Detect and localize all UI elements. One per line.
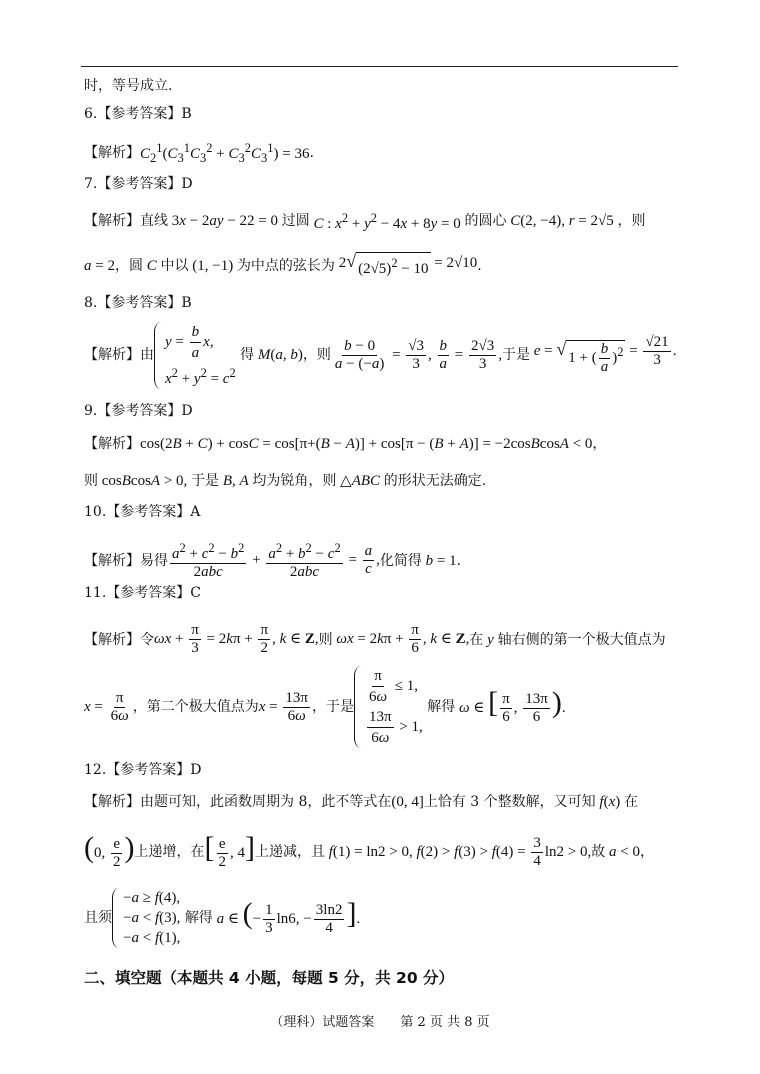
solution-6: 【解析】 $C_2^1(C_3^1C_3^2 + C_3^2C_3^1) = 36$ . xyxy=(84,141,314,165)
solution-8: 【解析】由 y = $\frac{b}{a}$ x, $x^2 + y^2 = c^2$ 得 M(a, b) ，则 $\frac{b - 0}{a - (-a)}$ = $\frac{√3}{3}$ , $\frac{b}{a}$ = $\frac{2√3}{3}$ , 于是 e = √ 1 + ( $\frac{b}{a}$ )$^2$ = $\frac{√21}{3}$ . xyxy=(84,323,677,387)
solution-11-line2: x = $\frac{\pi}{6\omega}$ ，第二个极大值点为 x = $\frac{13\pi}{6\omega}$ ，于是 $\frac{\pi}{6\omega}$ ≤ 1, $\frac{13\pi}{6\omega}$ > 1, 解得 ω ∈ [ $\frac{\pi}{6}$ , $\frac{13\pi}{6}$ ). xyxy=(84,668,566,746)
answer-12: 12.【参考答案】D xyxy=(84,762,202,778)
answer-6: 6.【参考答案】B xyxy=(84,106,192,122)
answer-8: 8.【参考答案】B xyxy=(84,295,192,311)
answer-7: 7.【参考答案】D xyxy=(84,176,193,192)
solution-12-line3: 且须 −a ≥ f(4), −a < f(3), −a < f(1), 解得 a ∈ (− $\frac{1}{3}$ ln6, − $\frac{3\ln 2}{4}$ ]. xyxy=(84,890,361,946)
page-footer: （理科）试题答案 第 2 页 共 8 页 xyxy=(270,1015,490,1030)
solution-7: 【解析】直线 3x − 2ay − 22 = 0 过圆 C : $x^2 + y^2 - 4x + 8y = 0$ 的圆心 C(2, −4), r = 2√5 ，则 xyxy=(84,211,646,232)
solution-11: 【解析】令 ωx + $\frac{\pi}{3}$ = 2kπ + $\frac{\pi}{2}$ , k ∈ Z, 则 ωx = 2kπ + $\frac{\pi}{6}$ , k ∈ Z, 在 y 轴右侧的第一个极大值点为 xyxy=(84,622,666,656)
solution-7-line2: a = 2 ，圆 C 中以 (1, −1) 为中点的弦长为 2 √ $(2√5)^2 - 10$ = 2√10 . xyxy=(84,251,482,277)
solution-9-line2: 则 cosBcosA > 0, 于是 B, A 均为锐角，则 △ABC 的形状无法确定. xyxy=(84,473,487,489)
solution-12: 【解析】由题可知，此函数周期为 8，此不等式在 (0, 4] 上恰有 3 个整数解，又可知 f(x) 在 xyxy=(84,794,639,810)
answer-11: 11.【参考答案】C xyxy=(84,585,201,601)
solution-9: 【解析】 cos(2B + C) + cosC = cos[π+(B − A)] + cos[π − (B + A)] = −2cosBcosA < 0 ， xyxy=(84,436,607,452)
continuation-text: 时，等号成立. xyxy=(84,78,173,94)
solution-12-line2: (0, $\frac{e}{2}$ ) 上递增，在 [ $\frac{e}{2}$ , 4] 上递减，且 f(1) = ln2 > 0, f(2) > f(3) > f(4) = $\frac{3}{4}$ ln2 > 0, 故 a < 0 ， xyxy=(84,830,654,871)
solution-10: 【解析】易得 $\frac{a^2 + c^2 - b^2}{\text{2abc}}$ + $\frac{a^2 + b^2 - c^2}{\text{2abc}}$ = $\frac{a}{c}$ , 化简得 b = 1 . xyxy=(84,541,462,580)
header-rule xyxy=(81,66,678,67)
answer-9: 9.【参考答案】D xyxy=(84,403,193,419)
section-heading: 二、填空题（本题共 4 小题，每题 5 分，共 20 分） xyxy=(84,969,455,987)
answer-10: 10.【参考答案】A xyxy=(84,504,201,520)
